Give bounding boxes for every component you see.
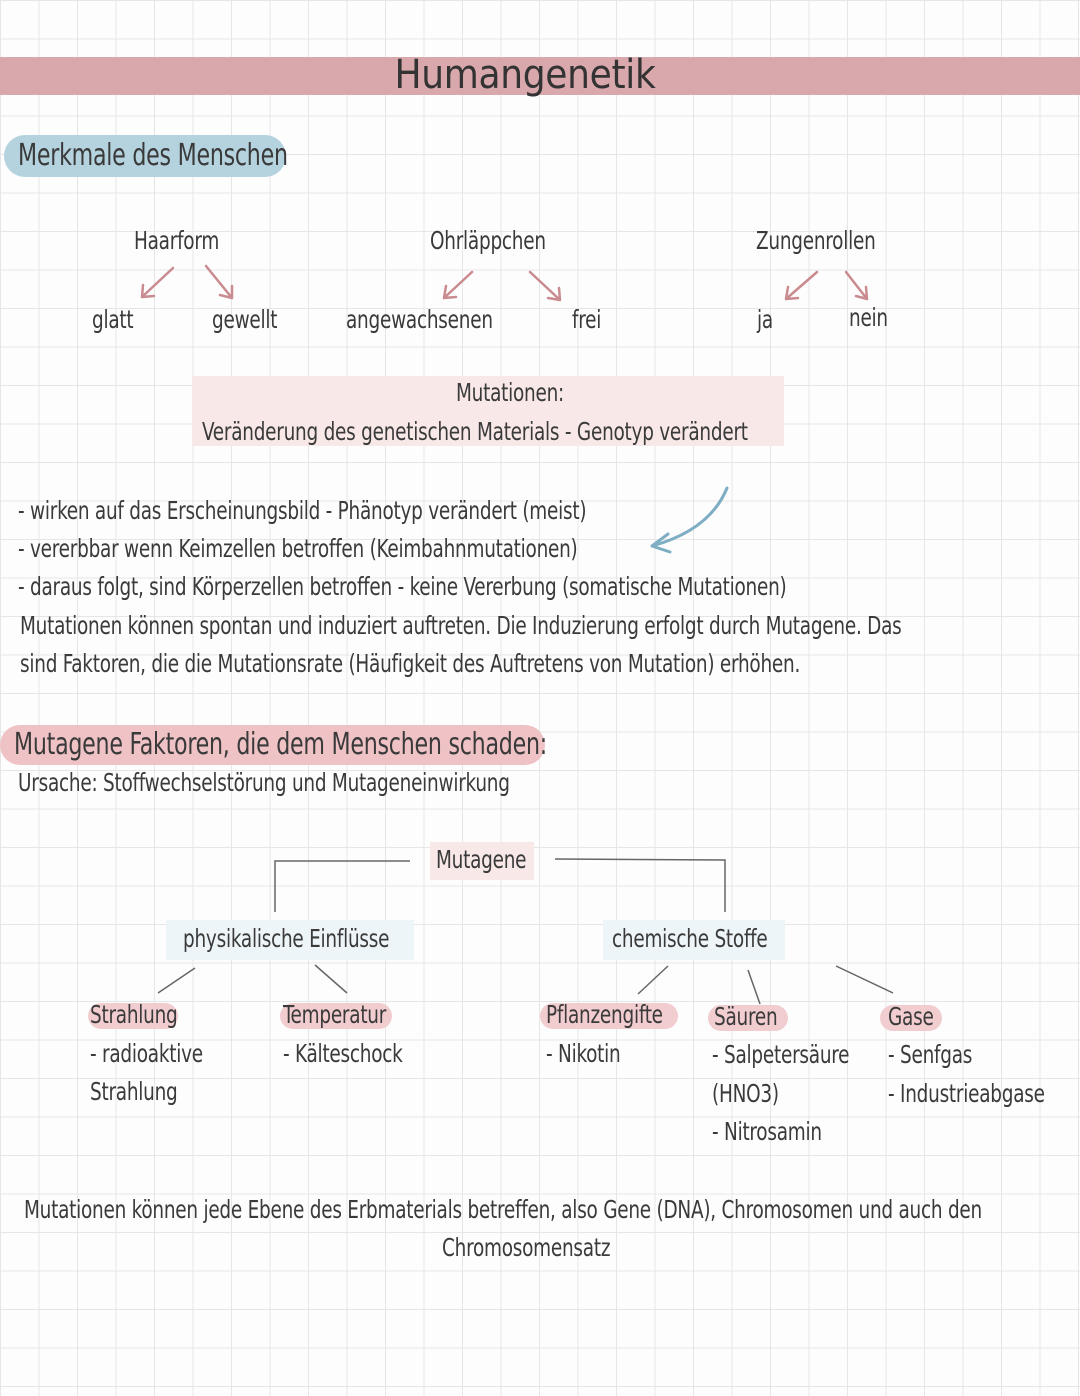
tree-saeuren: Säuren	[714, 1002, 778, 1031]
tree-saeuren-item-1: - Salpetersäure	[712, 1040, 850, 1069]
arrow-ohr-right	[530, 272, 560, 300]
arrow-haarform-left	[142, 268, 173, 297]
trait-haarform-glatt: glatt	[92, 305, 134, 334]
tree-pflanzengifte-item-1: - Nikotin	[546, 1039, 621, 1068]
conclusion-line-2: Chromosomensatz	[442, 1233, 611, 1262]
tree-gase-item-2: - Industrieabgase	[888, 1079, 1045, 1108]
paragraph-line-1: Mutationen können spontan und induziert auftreten. Die Induzierung erfolgt durch Mutagene. Das	[20, 611, 902, 640]
tree-saeuren-item-2: (HNO3)	[712, 1079, 779, 1108]
tree-saeuren-item-3: - Nitrosamin	[712, 1117, 822, 1146]
trait-ohrlaeppchen-angewachsenen: angewachsenen	[346, 305, 493, 334]
tree-root-mutagene: Mutagene	[436, 845, 527, 874]
trait-zungenrollen-nein: nein	[849, 303, 888, 332]
tree-temperatur-item-1: - Kälteschock	[283, 1039, 403, 1068]
tree-gase-item-1: - Senfgas	[888, 1040, 973, 1069]
tree-line-left	[275, 861, 410, 912]
trait-haarform: Haarform	[134, 226, 220, 255]
arrow-ohr-left	[444, 272, 472, 298]
section-heading-merkmale: Merkmale des Menschen	[18, 138, 288, 173]
tree-physical: physikalische Einflüsse	[183, 924, 390, 953]
conclusion-line-1: Mutationen können jede Ebene des Erbmaterials betreffen, also Gene (DNA), Chromosomen und auch den	[24, 1195, 982, 1224]
tree-line-temperatur	[315, 965, 347, 993]
tree-line-pflanzengifte	[638, 966, 668, 994]
bullet-phenotype: - wirken auf das Erscheinungsbild - Phänotyp verändert (meist)	[18, 496, 587, 525]
tree-line-saeuren	[748, 970, 760, 1004]
arrow-blue-curve	[652, 488, 727, 552]
trait-haarform-gewellt: gewellt	[212, 305, 278, 334]
tree-line-gase	[836, 966, 893, 993]
tree-line-right	[555, 859, 725, 912]
mutation-title: Mutationen:	[456, 378, 565, 407]
trait-zungenrollen-ja: ja	[757, 305, 773, 334]
arrow-haarform-right	[206, 266, 232, 298]
tree-chemical: chemische Stoffe	[612, 924, 768, 953]
page-title: Humangenetik	[394, 52, 656, 98]
tree-line-strahlung	[158, 968, 195, 993]
trait-ohrlaeppchen-frei: frei	[572, 305, 602, 334]
bullet-germline: - vererbbar wenn Keimzellen betroffen (Keimbahnmutationen)	[18, 534, 578, 563]
tree-strahlung: Strahlung	[90, 1000, 178, 1029]
trait-zungenrollen: Zungenrollen	[756, 226, 876, 255]
bullet-somatic: - daraus folgt, sind Körperzellen betroffen - keine Vererbung (somatische Mutationen)	[18, 572, 787, 601]
arrow-zunge-left	[786, 272, 817, 299]
tree-pflanzengifte: Pflanzengifte	[546, 1000, 663, 1029]
arrow-zunge-right	[846, 272, 867, 299]
mutation-definition: Veränderung des genetischen Materials - Genotyp verändert	[202, 417, 748, 446]
section-heading-mutagene-faktoren: Mutagene Faktoren, die dem Menschen schaden:	[14, 727, 547, 762]
tree-temperatur: Temperatur	[283, 1000, 387, 1029]
trait-ohrlaeppchen: Ohrläppchen	[430, 226, 546, 255]
tree-gase: Gase	[888, 1002, 934, 1031]
tree-strahlung-item-2: Strahlung	[90, 1077, 178, 1106]
paragraph-line-2: sind Faktoren, die die Mutationsrate (Häufigkeit des Auftretens von Mutation) erhöhen.	[20, 649, 801, 678]
cause-text: Ursache: Stoffwechselstörung und Mutageneinwirkung	[18, 768, 510, 797]
tree-strahlung-item-1: - radioaktive	[90, 1039, 203, 1068]
